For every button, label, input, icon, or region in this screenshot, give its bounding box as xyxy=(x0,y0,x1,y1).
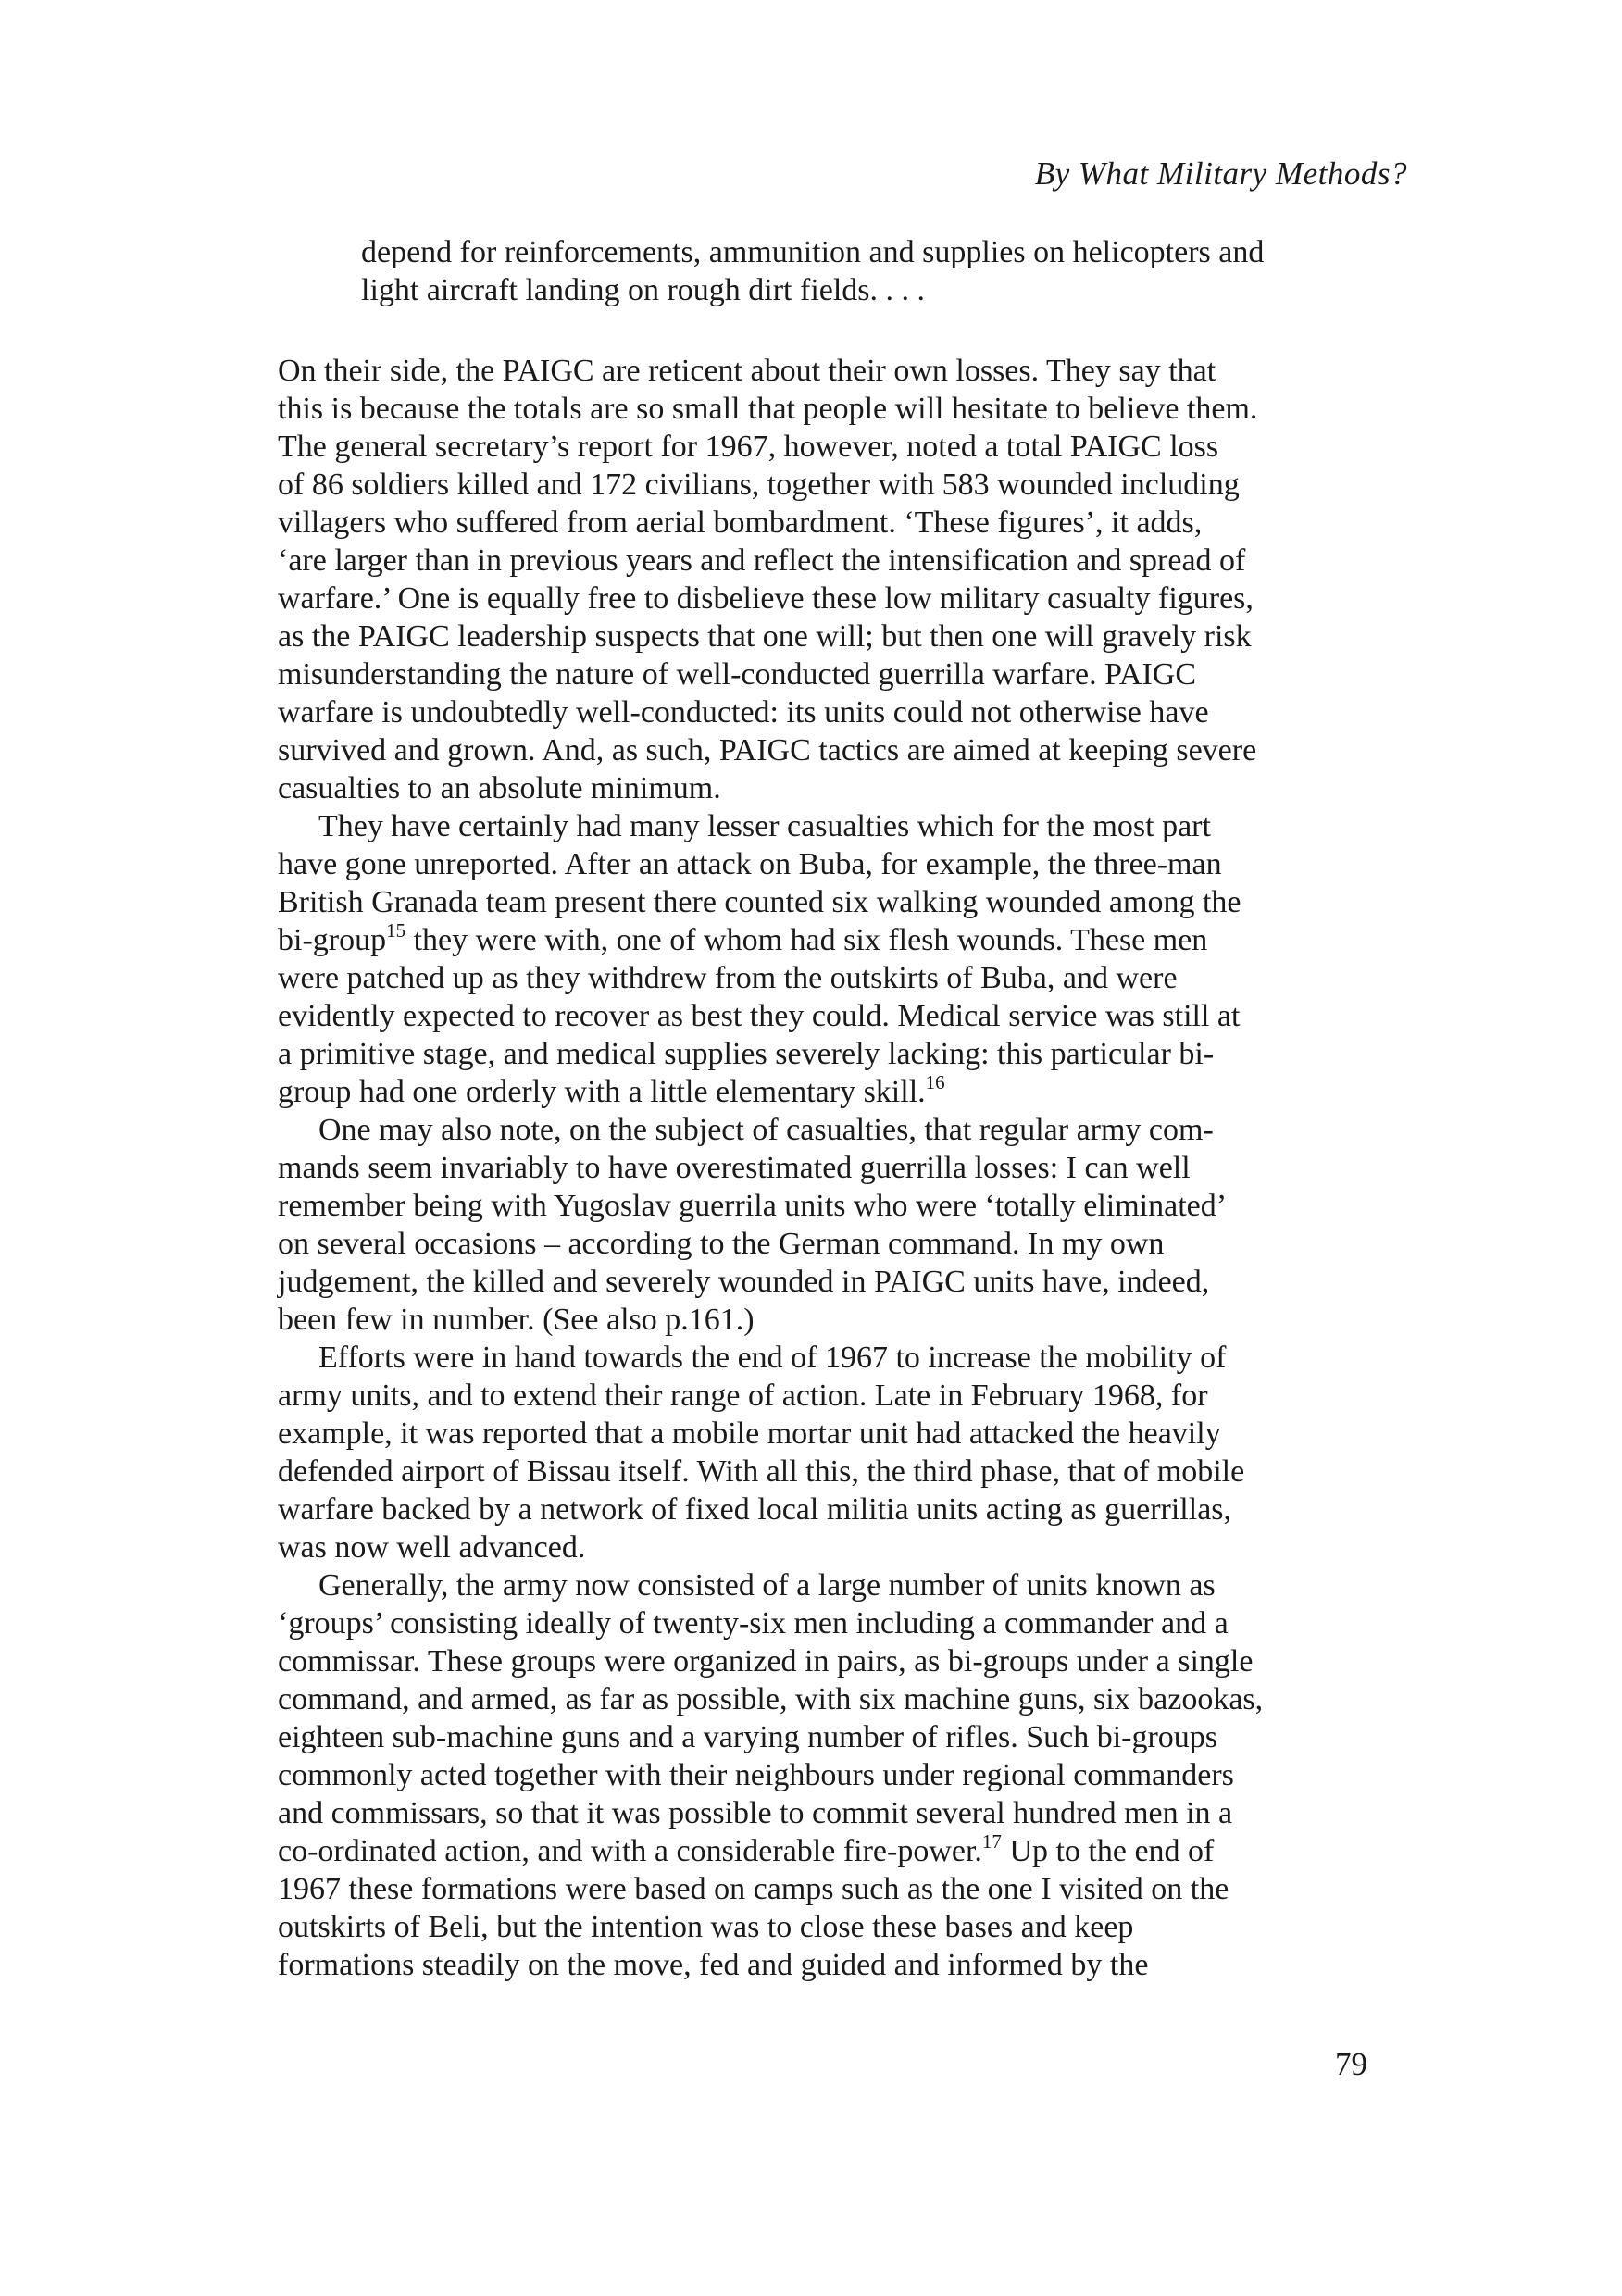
text-line: eighteen sub-machine guns and a varying number of rifles. Such bi-groups xyxy=(278,1720,1218,1754)
text-line xyxy=(278,918,1263,959)
text-line: They have certainly had many lesser casualties which for the most part xyxy=(318,809,1211,843)
text-line: this is because the totals are so small that people will hesitate to believe them. xyxy=(278,392,1258,426)
text-line: British Granada team present there counted six walking wounded among the xyxy=(278,885,1241,919)
text-line: mands seem invariably to have overestimated guerrilla losses: I can well xyxy=(278,1151,1191,1185)
text-line: have gone unreported. After an attack on Buba, for example, the three-man xyxy=(278,847,1222,881)
paragraph-1 xyxy=(278,352,1263,807)
text-line: judgement, the killed and severely wounded in PAIGC units have, indeed, xyxy=(278,1265,1210,1299)
text-line: 1967 these formations were based on camps such as the one I visited on the xyxy=(278,1872,1229,1906)
text-fragment: group had one orderly with a little elementary skill. xyxy=(278,1075,926,1109)
text-line xyxy=(278,1829,1263,1870)
block-quote xyxy=(361,233,1264,309)
text-line: warfare is undoubtedly well-conducted: its units could not otherwise have xyxy=(278,695,1209,730)
text-line: On their side, the PAIGC are reticent about their own losses. They say that xyxy=(278,354,1216,388)
paragraph-4 xyxy=(278,1339,1263,1566)
page-number: 79 xyxy=(1335,2046,1367,2082)
text-line: defended airport of Bissau itself. With all this, the third phase, that of mobile xyxy=(278,1454,1245,1489)
text-fragment: bi-group xyxy=(278,923,387,957)
text-line: of 86 soldiers killed and 172 civilians, together with 583 wounded including xyxy=(278,468,1240,502)
running-head: By What Military Methods? xyxy=(1034,156,1407,192)
text-line: outskirts of Beli, but the intention was to close these bases and keep xyxy=(278,1910,1134,1944)
paragraph-5 xyxy=(278,1566,1263,1984)
text-line: One may also note, on the subject of casualties, that regular army com- xyxy=(318,1113,1214,1147)
text-line xyxy=(278,1070,1263,1111)
text-fragment: co-ordinated action, and with a considerable fire-power. xyxy=(278,1834,982,1868)
text-line: as the PAIGC leadership suspects that one will; but then one will gravely risk xyxy=(278,619,1252,654)
text-line: Efforts were in hand towards the end of 1967 to increase the mobility of xyxy=(318,1341,1227,1375)
text-line: been few in number. (See also p.161.) xyxy=(278,1303,755,1337)
text-fragment: they were with, one of whom had six flesh wounds. These men xyxy=(413,923,1208,957)
text-line: misunderstanding the nature of well-conducted guerrilla warfare. PAIGC xyxy=(278,657,1196,692)
paragraph-3 xyxy=(278,1111,1263,1339)
text-line: remember being with Yugoslav guerrila units who were ‘totally eliminated’ xyxy=(278,1189,1228,1223)
text-line: and commissars, so that it was possible to commit several hundred men in a xyxy=(278,1796,1233,1830)
text-line: was now well advanced. xyxy=(278,1530,586,1565)
quote-line: depend for reinforcements, ammunition and supplies on helicopters and xyxy=(361,235,1265,269)
text-line: evidently expected to recover as best they could. Medical service was still at xyxy=(278,999,1241,1033)
text-line: survived and grown. And, as such, PAIGC tactics are aimed at keeping severe xyxy=(278,733,1257,767)
footnote-marker-17[interactable]: 17 xyxy=(981,1829,1002,1853)
text-line: ‘are larger than in previous years and reflect the intensification and spread of xyxy=(278,543,1246,578)
footnote-marker-16[interactable]: 16 xyxy=(925,1070,945,1093)
text-line: casualties to an absolute minimum. xyxy=(278,771,721,805)
text-line: villagers who suffered from aerial bombardment. ‘These figures’, it adds, xyxy=(278,505,1203,540)
text-line: were patched up as they withdrew from the outskirts of Buba, and were xyxy=(278,961,1178,995)
paragraph-2 xyxy=(278,807,1263,1111)
text-line: command, and armed, as far as possible, with six machine guns, six bazookas, xyxy=(278,1682,1264,1716)
text-line: army units, and to extend their range of action. Late in February 1968, for xyxy=(278,1379,1208,1413)
text-line: commonly acted together with their neighbours under regional commanders xyxy=(278,1758,1234,1792)
text-line: warfare.’ One is equally free to disbelieve these low military casualty figures, xyxy=(278,581,1254,616)
text-line: ‘groups’ consisting ideally of twenty-six men including a commander and a xyxy=(278,1606,1229,1641)
quote-line: light aircraft landing on rough dirt fields. . . . xyxy=(361,273,926,307)
text-line: Generally, the army now consisted of a large number of units known as xyxy=(318,1568,1216,1603)
text-line: formations steadily on the move, fed and guided and informed by the xyxy=(278,1948,1149,1982)
text-line: commissar. These groups were organized in pairs, as bi-groups under a single xyxy=(278,1644,1254,1678)
text-line: warfare backed by a network of fixed local militia units acting as guerrillas, xyxy=(278,1492,1232,1527)
footnote-marker-15[interactable]: 15 xyxy=(386,918,406,942)
text-line: example, it was reported that a mobile mortar unit had attacked the heavily xyxy=(278,1416,1221,1451)
text-fragment: Up to the end of xyxy=(1001,1834,1215,1868)
text-line: The general secretary’s report for 1967, however, noted a total PAIGC loss xyxy=(278,430,1219,464)
body-text xyxy=(278,352,1263,1984)
text-line: on several occasions – according to the German command. In my own xyxy=(278,1227,1165,1261)
text-line: a primitive stage, and medical supplies severely lacking: this particular bi- xyxy=(278,1037,1215,1071)
